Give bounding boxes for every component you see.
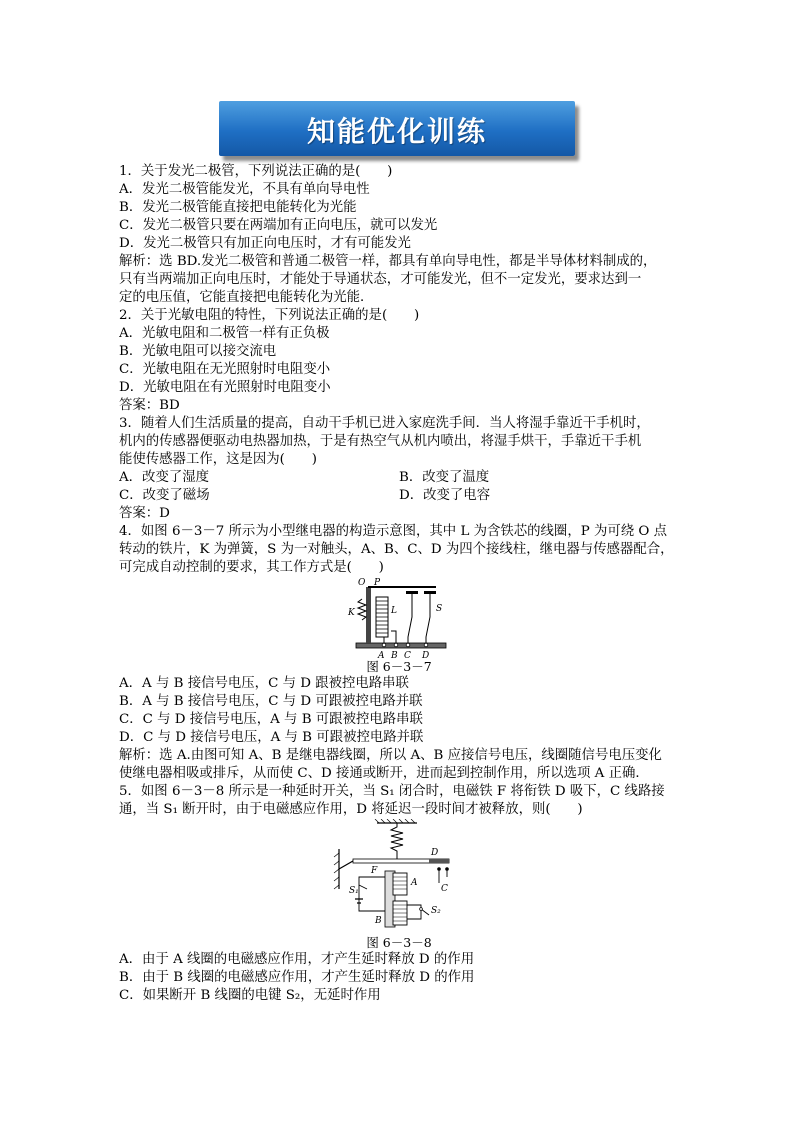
label-l: L (391, 606, 397, 616)
option-a: A．由于 A 线圈的电磁感应作用，才产生延时释放 D 的作用 (119, 952, 475, 967)
page-title: 知能优化训练 (306, 115, 487, 148)
relay-diagram (344, 577, 454, 659)
label-b: B (391, 651, 398, 659)
spring-k (358, 599, 366, 620)
terminal-b (394, 643, 398, 647)
label-b: B (375, 916, 382, 926)
label-c: C (441, 884, 448, 894)
coil-a (393, 873, 407, 895)
label-a: A (411, 878, 418, 888)
option-a: A．发光二极管能发光，不具有单向导电性 (119, 182, 370, 197)
question-1 (119, 163, 679, 307)
option-a: A．光敏电阻和二极管一样有正负极 (119, 326, 330, 341)
circuit-s2 (407, 905, 421, 919)
base-board (356, 643, 446, 648)
circuit-s1 (359, 877, 385, 911)
option-d: D．改变了电容 (399, 488, 491, 503)
label-p: P (374, 578, 381, 588)
option-d: D．发光二极管只有加正向电压时，才有可能发光 (119, 236, 411, 251)
spring (391, 823, 403, 859)
label-s1: S₁ (349, 886, 359, 896)
option-c: C．改变了磁场 (119, 488, 210, 503)
delay-switch-figure (119, 819, 679, 951)
options-row (119, 469, 679, 487)
option-b: B．改变了温度 (399, 470, 490, 485)
question-stem: 通，当 S₁ 断开时，由于电磁感应作用，D 将延迟一段时间才被释放，则( ) (119, 802, 583, 817)
question-stem: 能使传感器工作，这是因为( ) (119, 452, 317, 467)
question-stem: 3．随着人们生活质量的提高，自动干手机已进入家庭洗手间．当人将湿手靠近干手机时， (119, 416, 650, 431)
option-c: C．光敏电阻在无光照射时电阻变小 (119, 362, 331, 377)
analysis-line: 解析：选 BD.发光二极管和普通二极管一样，都具有单向导电性，都是半导体材料制成的， (119, 254, 657, 269)
question-stem: 可完成自动控制的要求，其工作方式是( ) (119, 560, 384, 575)
contact-tip (429, 859, 449, 863)
option-b: B．发光二极管能直接把电能转化为光能 (119, 200, 357, 215)
analysis-line: 只有当两端加正向电压时，才能处于导通状态，才可能发光，但不一定发光，要求达到一 (119, 272, 642, 287)
lead-d (426, 594, 430, 643)
question-stem: 转动的铁片，K 为弹簧，S 为一对触头，A、B、C、D 为四个接线柱，继电器与传感器配合， (119, 542, 674, 557)
label-o: O (358, 578, 366, 588)
question-2 (119, 307, 679, 415)
option-c: C．如果断开 B 线圈的电键 S₂，无延时作用 (119, 988, 381, 1003)
figure-caption: 图 6－3－8 (366, 935, 432, 950)
option-b: B．由于 B 线圈的电磁感应作用，才产生延时释放 D 的作用 (119, 970, 475, 985)
question-4 (119, 523, 679, 783)
figure-caption: 图 6－3－7 (366, 659, 432, 674)
terminal-c (406, 643, 410, 647)
analysis-line: 使继电器相吸或排斥，从而使 C、D 接通或断开，进而起到控制作用，所以选项 A 正确． (119, 766, 649, 781)
contact-bar (406, 591, 418, 594)
label-c: C (404, 651, 411, 659)
lead-c (408, 594, 412, 643)
label-s2: S₂ (431, 906, 441, 916)
option-c: C．C 与 D 接信号电压，A 与 B 可跟被控电路串联 (119, 712, 423, 727)
title-banner (219, 101, 575, 156)
analysis-line: 解析：选 A.由图可知 A、B 是继电器线圈，所以 A、B 应接信号电压，线圈随信号电压变化 (119, 748, 662, 763)
answer: 答案：D (119, 506, 170, 521)
option-d: D．光敏电阻在有光照射时电阻变小 (119, 380, 331, 395)
question-stem: 机内的传感器便驱动电热器加热，于是有热空气从机内喷出，将湿手烘干，手靠近干手机 (119, 434, 642, 449)
terminal-d (424, 643, 428, 647)
answer: 答案：BD (119, 398, 180, 413)
option-a: A．A 与 B 接信号电压，C 与 D 跟被控电路串联 (119, 676, 409, 691)
contact-leads (439, 869, 447, 883)
frame-post (366, 587, 371, 643)
options-row (119, 487, 679, 505)
contact-bar (424, 591, 436, 594)
option-b: B．A 与 B 接信号电压，C 与 D 可跟被控电路并联 (119, 694, 423, 709)
label-d: D (422, 651, 430, 659)
switch-s2-pivot (420, 908, 423, 911)
label-f: F (371, 866, 378, 876)
switch-s1 (359, 885, 367, 889)
document-body (119, 163, 679, 1005)
option-a: A．改变了湿度 (119, 470, 210, 485)
option-b: B．光敏电阻可以接交流电 (119, 344, 277, 359)
question-stem: 2．关于光敏电阻的特性，下列说法正确的是( ) (119, 308, 420, 323)
label-a: A (378, 651, 385, 659)
label-d: D (431, 848, 439, 858)
label-k: K (348, 608, 355, 618)
label-s: S (436, 604, 443, 614)
delay-switch-diagram (329, 819, 469, 935)
relay-figure (119, 577, 679, 675)
question-stem: 5．如图 6－3－8 所示是一种延时开关，当 S₁ 闭合时，电磁铁 F 将衔铁 D 吸下，C 线路接 (119, 784, 665, 799)
analysis-line: 定的电压值，它能直接把电能转化为光能． (119, 290, 374, 305)
option-c: C．发光二极管只要在两端加有正向电压，就可以发光 (119, 218, 438, 233)
terminal-a (382, 643, 386, 647)
question-5 (119, 783, 679, 1005)
question-3 (119, 415, 679, 523)
option-d: D．C 与 D 接信号电压，A 与 B 可跟被控电路并联 (119, 730, 424, 745)
wall-hatch (334, 853, 339, 889)
question-stem: 1．关于发光二极管，下列说法正确的是( ) (119, 164, 393, 179)
question-stem: 4．如图 6－3－7 所示为小型继电器的构造示意图，其中 L 为含铁芯的线圈，P 为可绕 O 点 (119, 524, 668, 539)
